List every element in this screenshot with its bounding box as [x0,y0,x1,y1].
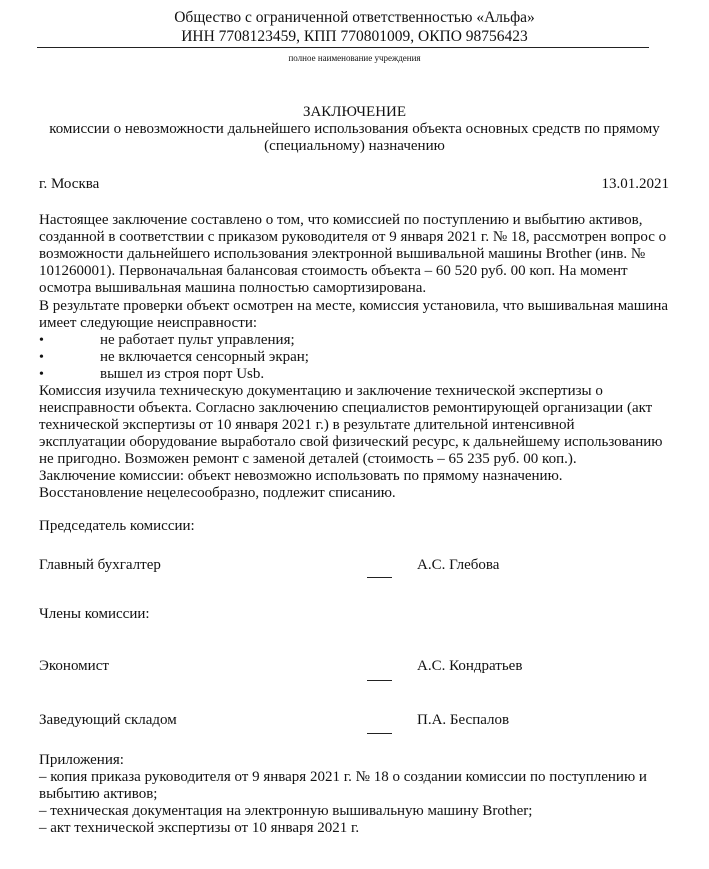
body-line: созданной в соответствии с приказом руководителя от 9 января 2021 г. № 18, рассмотрен вопрос о [39,229,667,245]
chairman-label: Председатель комиссии: [39,518,195,534]
signature-line [367,680,392,681]
member-name: П.А. Беспалов [417,712,510,728]
body-line: не пригодно. Возможен ремонт с заменой деталей (стоимость – 65 235 руб. 00 коп.). [39,451,577,467]
members-label: Члены комиссии: [39,606,150,622]
org-codes: ИНН 7708123459, КПП 770801009, ОКПО 98756423 [181,28,528,45]
member-name: А.С. Кондратьев [417,658,523,674]
body-line: Заключение комиссии: объект невозможно использовать по прямому назначению. [39,468,563,484]
list-item: не работает пульт управления; [100,332,295,348]
body-line: возможности дальнейшего использования электронной вышивальной машины Brother (инв. № [39,246,646,262]
attachment-line: – копия приказа руководителя от 9 января 2021 г. № 18 о создании комиссии по поступлению и [39,769,647,785]
org-name: Общество с ограниченной ответственностью «Альфа» [174,9,535,26]
header-caption: полное наименование учреждения [288,53,421,63]
attachments-label: Приложения: [39,752,124,768]
attachment-line: – акт технической экспертизы от 10 января 2021 г. [39,820,360,836]
body-line: неисправности объекта. Согласно заключению специалистов ремонтирующей организации (акт [39,400,653,416]
chairman-position: Главный бухгалтер [39,557,161,573]
attachment-line: – техническая документация на электронную вышивальную машину Brother; [39,803,533,819]
list-item: вышел из строя порт Usb. [100,366,265,382]
chairman-name: А.С. Глебова [417,557,500,573]
document-subtitle-line-1: комиссии о невозможности дальнейшего использования объекта основных средств по прямому [49,121,660,137]
signature-line [367,577,392,578]
document-title: ЗАКЛЮЧЕНИЕ [302,104,407,120]
bullet-icon: • [39,333,44,348]
member-position: Экономист [39,658,109,674]
body-line: Комиссия изучила техническую документацию и заключение технической экспертизы о [39,383,603,399]
city: г. Москва [39,176,100,192]
member-position: Заведующий складом [39,712,177,728]
list-item: не включается сенсорный экран; [100,349,309,365]
body-line: Настоящее заключение составлено о том, что комиссией по поступлению и выбытию активов, [39,212,643,228]
body-line: технической экспертизы от 10 января 2021 г.) в результате длительной интенсивной [39,417,575,433]
bullet-icon: • [39,350,44,365]
body-line: имеет следующие неисправности: [39,315,258,331]
body-line: эксплуатации оборудование выработало свой физический ресурс, к дальнейшему использованию [39,434,663,450]
body-line: 101260001). Первоначальная балансовая стоимость объекта – 60 520 руб. 00 коп. На момент [39,263,628,279]
header-rule [37,47,649,48]
attachment-line: выбытию активов; [39,786,158,802]
body-line: осмотра вышивальная машина полностью самортизирована. [39,280,427,296]
document-subtitle-line-2: (специальному) назначению [264,138,445,154]
body-line: Восстановление нецелесообразно, подлежит списанию. [39,485,396,501]
bullet-icon: • [39,367,44,382]
signature-line [367,733,392,734]
body-line: В результате проверки объект осмотрен на месте, комиссия установила, что вышивальная машина [39,298,669,314]
document-date: 13.01.2021 [601,176,669,192]
